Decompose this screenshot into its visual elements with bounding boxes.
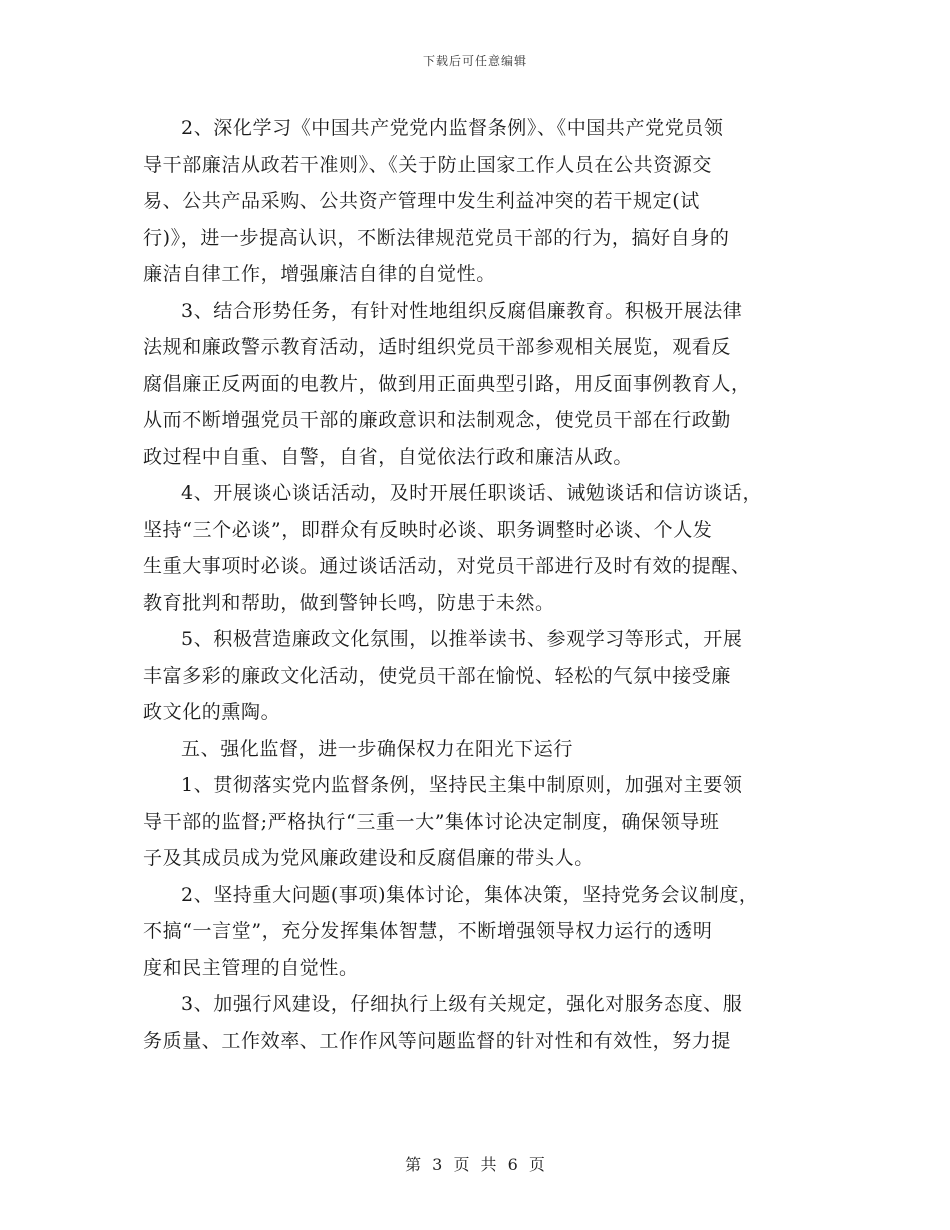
text-line: 丰富多彩的廉政文化活动，使党员干部在愉悦、轻松的气氛中接受廉 xyxy=(143,664,732,687)
text-line: 3、结合形势任务，有针对性地组织反腐倡廉教育。积极开展法律 xyxy=(181,299,743,322)
paragraph-7 xyxy=(143,986,803,1059)
paragraph-5 xyxy=(143,767,803,877)
text-line: 易、公共产品采购、公共资产管理中发生利益冲突的若干规定(试 xyxy=(143,190,700,212)
paragraph-4 xyxy=(143,621,803,731)
text-line: 教育批判和帮助，做到警钟长鸣，防患于未然。 xyxy=(143,591,555,614)
text-line: 从而不断增强党员干部的廉政意识和法制观念，使党员干部在行政勤 xyxy=(143,409,732,431)
text-line: 1、贯彻落实党内监督条例，坚持民主集中制原则，加强对主要领 xyxy=(181,774,743,796)
text-line: 子及其成员成为党风廉政建设和反腐倡廉的带头人。 xyxy=(143,847,594,869)
text-line: 导干部廉洁从政若干准则》、《关于防止国家工作人员在公共资源交 xyxy=(143,153,713,176)
text-line: 务质量、工作效率、工作作风等问题监督的针对性和有效性，努力提 xyxy=(143,1029,732,1052)
text-line: 政文化的熏陶。 xyxy=(143,701,281,723)
text-line: 不搞“一言堂”，充分发挥集体智慧，不断增强领导权力运行的透明 xyxy=(143,920,713,942)
section-heading xyxy=(143,731,803,768)
text-line: 5、积极营造廉政文化氛围，以推举读书、参观学习等形式，开展 xyxy=(181,628,743,650)
section-heading-text: 五、强化监督，进一步确保权力在阳光下运行 xyxy=(181,737,574,760)
text-line: 2、坚持重大问题(事项)集体讨论，集体决策，坚持党务会议制度， xyxy=(181,883,759,906)
paragraph-6 xyxy=(143,877,803,987)
text-line: 廉洁自律工作，增强廉洁自律的自觉性。 xyxy=(143,263,496,285)
text-line: 2、深化学习《中国共产党党内监督条例》、《中国共产党党员领 xyxy=(181,117,724,139)
paragraph-2 xyxy=(143,293,803,476)
text-line: 法规和廉政警示教育活动，适时组织党员干部参观相关展览，观看反 xyxy=(143,336,732,358)
text-line: 政过程中自重、自警，自省，自觉依法行政和廉洁从政。 xyxy=(143,445,634,468)
text-line: 4、开展谈心谈话活动，及时开展任职谈话、诫勉谈话和信访谈话， xyxy=(181,482,763,504)
paragraph-3 xyxy=(143,475,803,621)
paragraph-1 xyxy=(143,110,803,293)
text-line: 腐倡廉正反两面的电教片，做到用正面典型引路，用反面事例教育人， xyxy=(143,372,751,395)
text-line: 生重大事项时必谈。通过谈话活动，对党员干部进行及时有效的提醒、 xyxy=(143,555,751,577)
text-line: 坚持“三个必谈”，即群众有反映时必谈、职务调整时必谈、个人发 xyxy=(143,518,713,541)
text-line: 行)》，进一步提高认识，不断法律规范党员干部的行为，搞好自身的 xyxy=(143,226,730,249)
page-header: 下载后可任意编辑 xyxy=(422,54,527,68)
text-line: 3、加强行风建设，仔细执行上级有关规定，强化对服务态度、服 xyxy=(181,993,743,1015)
document-body xyxy=(143,110,803,1059)
text-line: 度和民主管理的自觉性。 xyxy=(143,956,359,979)
text-line: 导干部的监督;严格执行“三重一大”集体讨论决定制度，确保领导班 xyxy=(143,810,720,833)
page-footer: 第 3 页 共 6 页 xyxy=(405,1155,545,1174)
